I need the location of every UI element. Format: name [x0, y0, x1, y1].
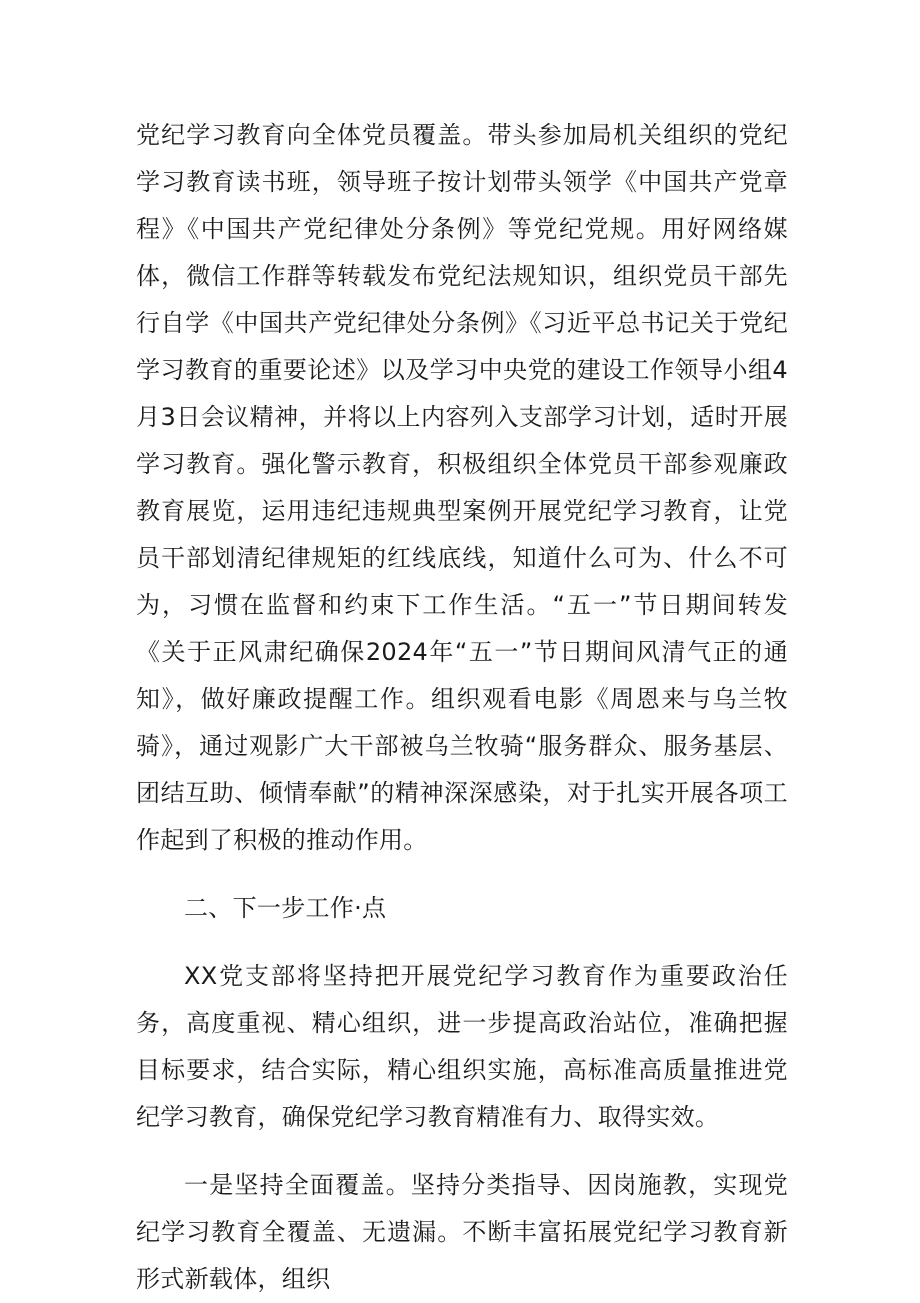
section-heading: 二、下一步工作·点	[184, 894, 387, 922]
body-paragraph-continued: 党纪学习教育向全体党员覆盖。带头参加局机关组织的党纪学习教育读书班，领导班子按计划带头领学《中国共产党章程》《中国共产党纪律处分条例》等党纪党规。用好网络媒体，微信工作群等转载发布党纪法规知识，组织党员干部先行自学《中国共产党纪律处分条例》《习近平总书记关于党纪学习教育的重要论述》以及学习中央党的建设工作领导小组4月3日会议精神，并将以上内容列入支部学习计划，适时开展学习教育。强化警示教育，积极组织全体党员干部参观廉政教育展览，运用违纪违规典型案例开展党纪学习教育，让党员干部划清纪律规矩的红线底线，知道什么可为、什么不可为，习惯在监督和约束下工作生活。“五一”节日期间转发《关于正风肃纪确保2024年“五一”节日期间风清气正的通知》，做好廉政提醒工作。组织观看电影《周恩来与乌兰牧骑》，通过观影广大干部被乌兰牧骑“服务群众、服务基层、团结互助、倾情奉献”的精神深深感染，对于扎实开展各项工作起到了积极的推动作用。	[136, 121, 788, 854]
body-paragraph-coverage: 一是坚持全面覆盖。坚持分类指导、因岗施教，实现党纪学习教育全覆盖、无遗漏。不断丰富拓展党纪学习教育新形式新载体，组织	[136, 1171, 788, 1293]
body-paragraph-plan: XX党支部将坚持把开展党纪学习教育作为重要政治任务，高度重视、精心组织，进一步提高政治站位，准确把握目标要求，结合实际，精心组织实施，高标准高质量推进党纪学习教育，确保党纪学习教育精准有力、取得实效。	[136, 962, 788, 1131]
document-body	[136, 112, 788, 1303]
